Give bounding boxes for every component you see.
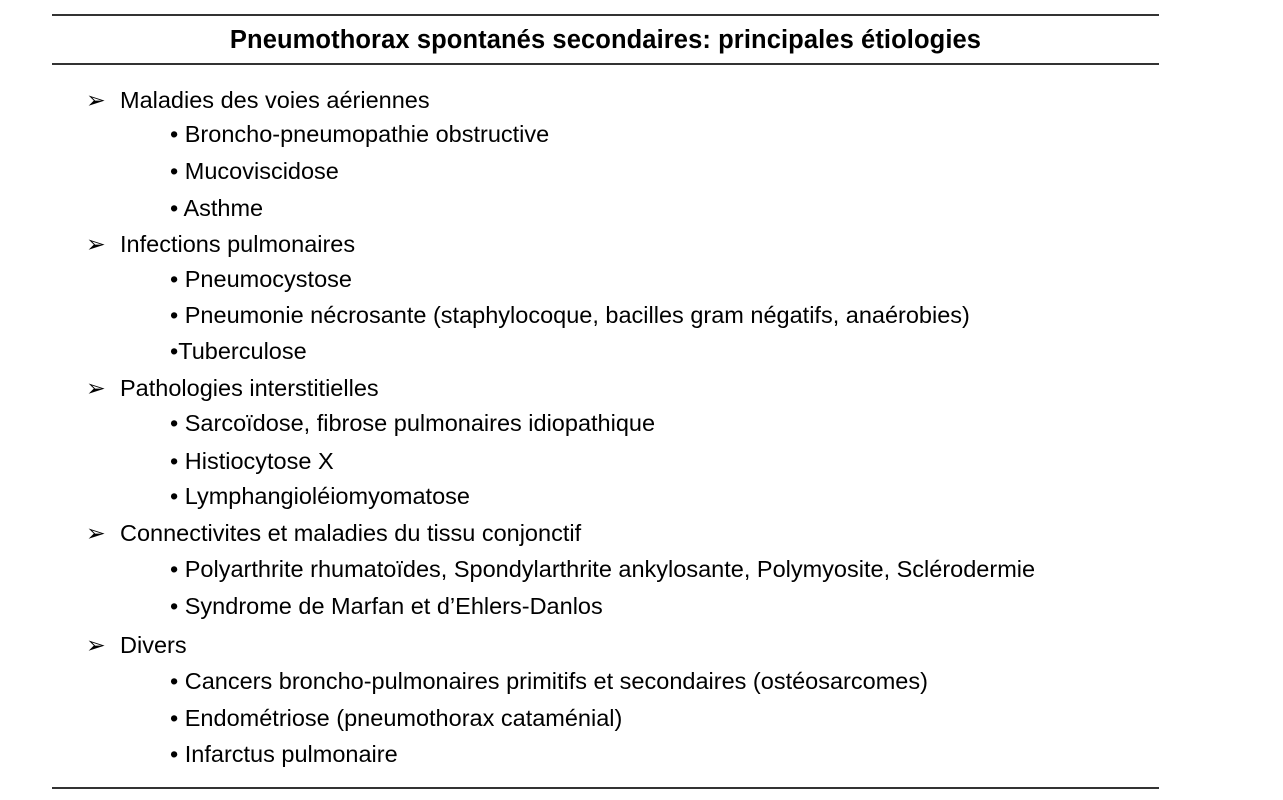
list-item: • Cancers broncho-pulmonaires primitifs et secondaires (ostéosarcomes) — [170, 668, 928, 694]
list-item: • Infarctus pulmonaire — [170, 741, 398, 767]
category-label: Divers — [120, 632, 187, 658]
list-item: • Sarcoïdose, fibrose pulmonaires idiopathique — [170, 410, 656, 436]
list-item: • Mucoviscidose — [170, 158, 339, 184]
list-item: • Broncho-pneumopathie obstructive — [170, 121, 550, 147]
arrowhead-bullet-icon: ➢ — [86, 632, 106, 658]
arrowhead-bullet-icon: ➢ — [86, 87, 106, 113]
category-label: Maladies des voies aériennes — [120, 87, 430, 113]
category-miscellaneous — [86, 627, 187, 663]
list-item: • Pneumocystose — [170, 266, 352, 292]
page-title: Pneumothorax spontanés secondaires: principales étiologies — [229, 26, 982, 54]
arrowhead-bullet-icon: ➢ — [86, 520, 106, 546]
category-airway-diseases — [86, 82, 430, 118]
list-item: • Histiocytose X — [170, 448, 334, 474]
list-item: •Tuberculose — [170, 338, 307, 364]
list-item: • Endométriose (pneumothorax cataménial) — [170, 705, 623, 731]
list-item: • Asthme — [170, 195, 264, 221]
arrowhead-bullet-icon: ➢ — [86, 375, 106, 401]
list-item: • Lymphangioléiomyomatose — [170, 483, 470, 509]
list-item: • Syndrome de Marfan et d’Ehlers-Danlos — [170, 593, 603, 619]
list-item: • Pneumonie nécrosante (staphylocoque, bacilles gram négatifs, anaérobies) — [170, 302, 970, 328]
title-rule — [52, 63, 1159, 65]
bottom-rule — [52, 787, 1159, 789]
category-label: Infections pulmonaires — [120, 231, 356, 257]
arrowhead-bullet-icon: ➢ — [86, 231, 106, 257]
category-label: Pathologies interstitielles — [120, 375, 379, 401]
category-label: Connectivites et maladies du tissu conjonctif — [120, 520, 582, 546]
category-pulmonary-infections — [86, 226, 355, 262]
category-interstitial-pathologies — [86, 370, 379, 406]
list-item: • Polyarthrite rhumatoïdes, Spondylarthrite ankylosante, Polymyosite, Sclérodermie — [170, 556, 1036, 582]
top-rule — [52, 14, 1159, 16]
category-connective-tissue-diseases — [86, 515, 581, 551]
